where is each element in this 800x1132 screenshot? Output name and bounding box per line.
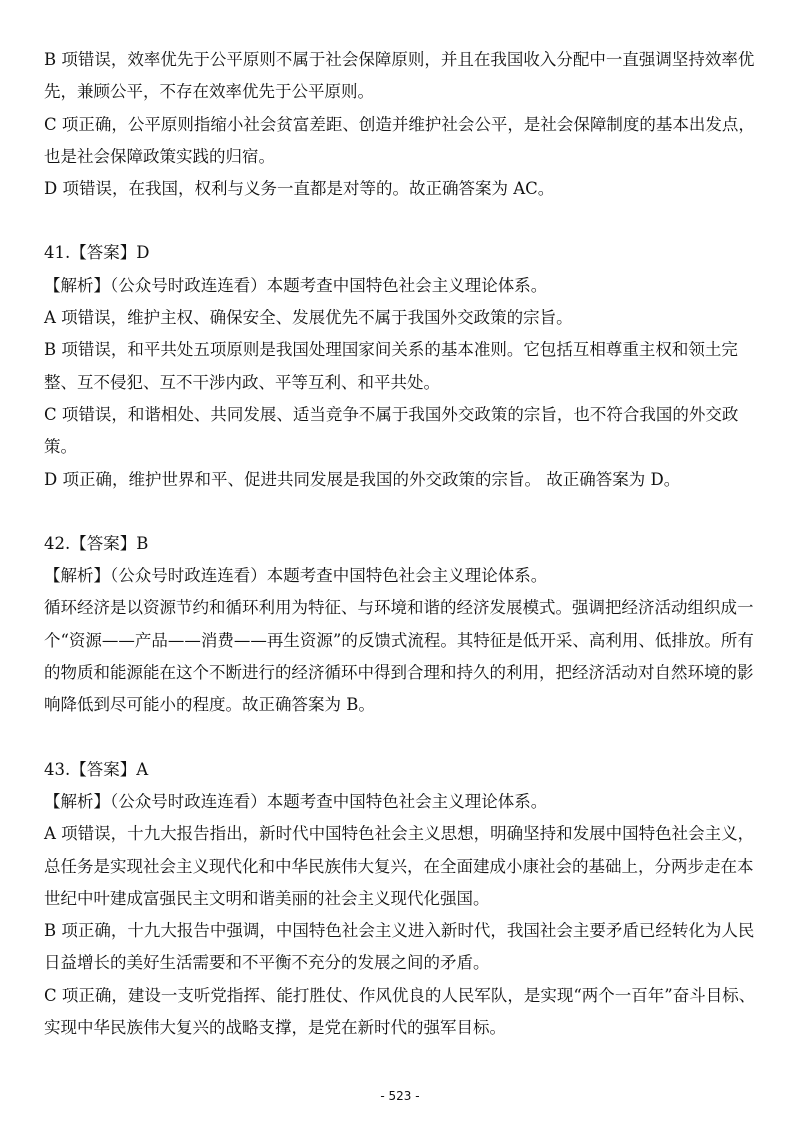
page-number: - 523 - xyxy=(380,1089,420,1103)
q43-option-a: A 项错误，十九大报告指出，新时代中国特色社会主义思想，明确坚持和发展中国特色社会主义，总任务是实现社会主义现代化和中华民族伟大复兴，在全面建成小康社会的基础上，分两步走在本世纪中叶建成富强民主文明和谐美丽的社会主义现代化强国。 xyxy=(44,824,755,908)
spacer xyxy=(44,722,762,754)
q43-option-c: C 项正确，建设一支听党指挥、能打胜仗、作风优良的人民军队，是实现“两个一百年”奋斗目标、实现中华民族伟大复兴的战略支撑，是党在新时代的强军目标。 xyxy=(44,985,756,1038)
page-content xyxy=(44,44,762,1044)
q41-analysis: 【解析】（公众号时政连连看）本题考查中国特色社会主义理论体系。 xyxy=(44,275,548,295)
option-b-explanation: B 项错误，效率优先于公平原则不属于社会保障原则，并且在我国收入分配中一直强调坚持效率优先，兼顾公平，不存在效率优先于公平原则。 xyxy=(44,50,755,102)
q43-option-b: B 项正确，十九大报告中强调，中国特色社会主义进入新时代，我国社会主要矛盾已经转化为人民日益增长的美好生活需要和不平衡不充分的发展之间的矛盾。 xyxy=(44,921,755,973)
q42-answer: 42.【答案】B xyxy=(44,533,149,553)
option-d-explanation: D 项错误，在我国，权利与义务一直都是对等的。故正确答案为 AC。 xyxy=(44,179,555,199)
q43-answer: 43.【答案】A xyxy=(44,759,149,779)
q41-option-c: C 项错误，和谐相处、共同发展、适当竞争不属于我国外交政策的宗旨，也不符合我国的外交政策。 xyxy=(44,404,739,457)
q41-option-b: B 项错误，和平共处五项原则是我国处理国家间关系的基本准则。它包括互相尊重主权和领土完整、互不侵犯、互不干涉内政、平等互利、和平共处。 xyxy=(44,340,738,392)
q41-option-d: D 项正确，维护世界和平、促进共同发展是我国的外交政策的宗旨。 故正确答案为 D。 xyxy=(44,469,681,489)
q42-text: 循环经济是以资源节约和循环利用为特征、与环境和谐的经济发展模式。强调把经济活动组织成一个“资源——产品——消费——再生资源”的反馈式流程。其特征是低开采、高利用、低排放。所有的物质和能源能在这个不断进行的经济循环中得到合理和持久的利用，把经济活动对自然环境的影响降低到尽可能小的程度。故正确答案为 B。 xyxy=(44,598,754,715)
q41-option-a: A 项错误，维护主权、确保安全、发展优先不属于我国外交政策的宗旨。 xyxy=(44,308,573,328)
spacer xyxy=(44,205,762,237)
q43-analysis: 【解析】（公众号时政连连看）本题考查中国特色社会主义理论体系。 xyxy=(44,791,548,811)
q42-analysis: 【解析】（公众号时政连连看）本题考查中国特色社会主义理论体系。 xyxy=(44,566,548,586)
option-c-explanation: C 项正确，公平原则指缩小社会贫富差距、创造并维护社会公平，是社会保障制度的基本出发点，也是社会保障政策实践的归宿。 xyxy=(44,114,755,166)
spacer xyxy=(44,496,762,528)
q41-answer: 41.【答案】D xyxy=(44,243,150,263)
